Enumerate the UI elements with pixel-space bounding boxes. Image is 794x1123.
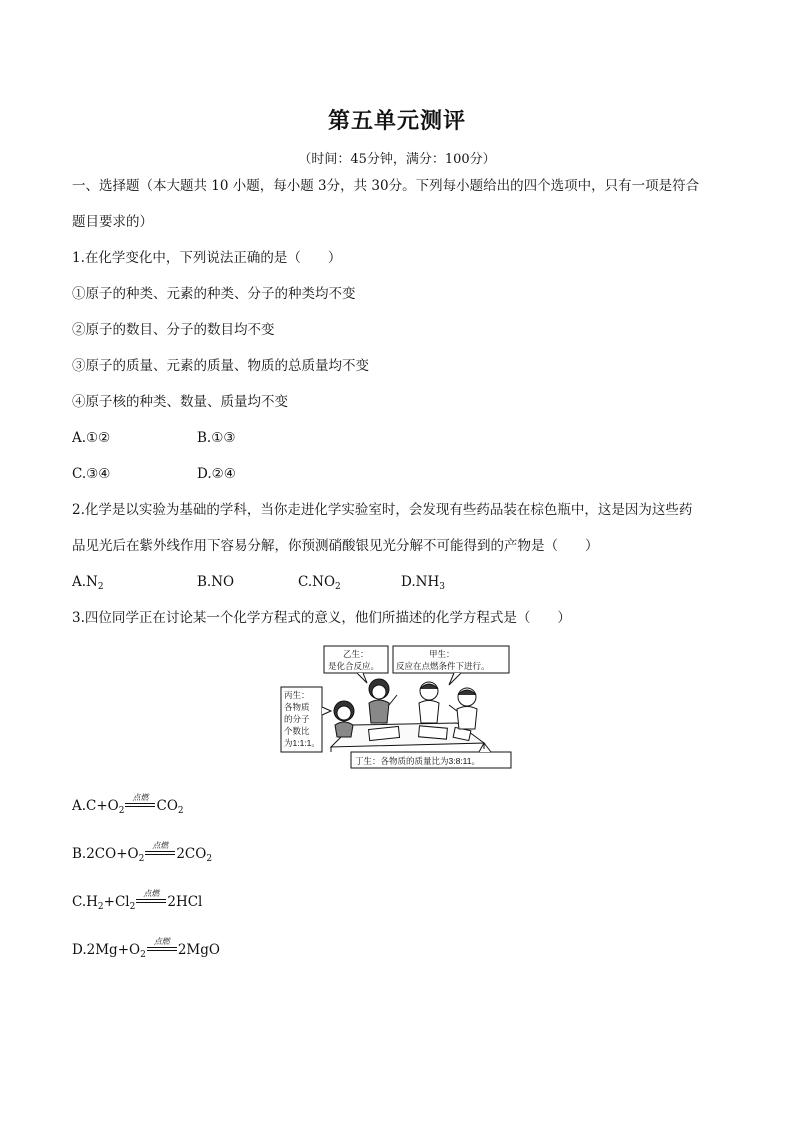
bing-speech-line1: 丙生： — [284, 690, 310, 700]
q1-item-4: ④原子核的种类、数量、质量均不变 — [72, 394, 288, 410]
q1-item-3: ③原子的质量、元素的质量、物质的总质量均不变 — [72, 358, 369, 374]
q2-stem-line2: 品见光后在紫外线作用下容易分解，你预测硝酸银见光分解不可能得到的产物是（ ） — [72, 538, 599, 554]
q2-option-b: B.NO — [197, 574, 235, 590]
section-heading-line1: 一、选择题（本大题共 10 小题，每小题 3分，共 30分。下列每小题给出的四个选项中，只有一项是符合 — [72, 178, 700, 194]
ding-speech: 丁生：各物质的质量比为3:8:11。 — [355, 756, 481, 766]
reaction-arrow-icon: 点燃 — [147, 942, 177, 956]
students-discussion-figure — [279, 645, 514, 770]
bing-speech-line4: 个数比 — [284, 726, 310, 736]
q1-item-2: ②原子的数目、分子的数目均不变 — [72, 322, 275, 338]
q3-option-c: $C.H_2+Cl_2$ 点燃 2HCl — [72, 889, 203, 912]
q1-option-c: C.③④ — [72, 466, 111, 482]
reaction-arrow-icon: 点燃 — [145, 846, 175, 860]
jia-speech-line2: 反应在点燃条件下进行。 — [396, 661, 490, 671]
q2-stem-line1: 2.化学是以实验为基础的学科，当你走进化学实验室时，会发现有些药品装在棕色瓶中，这是因为这些药 — [72, 502, 693, 518]
q1-stem: 1.在化学变化中，下列说法正确的是（ ） — [72, 250, 342, 266]
q2-option-d: $D.NH_3$ — [401, 574, 445, 592]
q3-option-b: $B.2CO+O_2$ 点燃 $2CO_2$ — [72, 841, 213, 864]
section-heading-line2: 题目要求的） — [72, 214, 153, 230]
q1-item-1: ①原子的种类、元素的种类、分子的种类均不变 — [72, 286, 356, 302]
q1-option-b: B.①③ — [197, 430, 236, 446]
q2-option-a: $A.N_2$ — [72, 574, 104, 592]
exam-info: （时间：45分钟，满分：100分） — [298, 152, 496, 167]
bing-speech-line2: 各物质 — [284, 702, 310, 712]
page-title: 第五单元测评 — [327, 108, 466, 134]
q3-option-d: $D.2Mg+O_2$ 点燃 2MgO — [72, 937, 220, 960]
jia-speech-line1: 甲生： — [429, 649, 455, 659]
yi-speech-line1: 乙生： — [343, 649, 369, 659]
q3-option-a: $A.C+O_2$ 点燃 $CO_2$ — [72, 793, 184, 816]
q2-option-c: $C.NO_2$ — [298, 574, 341, 592]
q1-option-a: A.①② — [72, 430, 111, 446]
bing-speech-line5: 为1:1:1。 — [284, 738, 320, 748]
q3-stem: 3.四位同学正在讨论某一个化学方程式的意义，他们所描述的化学方程式是（ ） — [72, 610, 571, 626]
bing-speech-line3: 的分子 — [284, 714, 310, 724]
reaction-arrow-icon: 点燃 — [125, 798, 155, 812]
q1-option-d: D.②④ — [197, 466, 236, 482]
yi-speech-line2: 是化合反应。 — [328, 661, 380, 671]
reaction-arrow-icon: 点燃 — [136, 894, 166, 908]
